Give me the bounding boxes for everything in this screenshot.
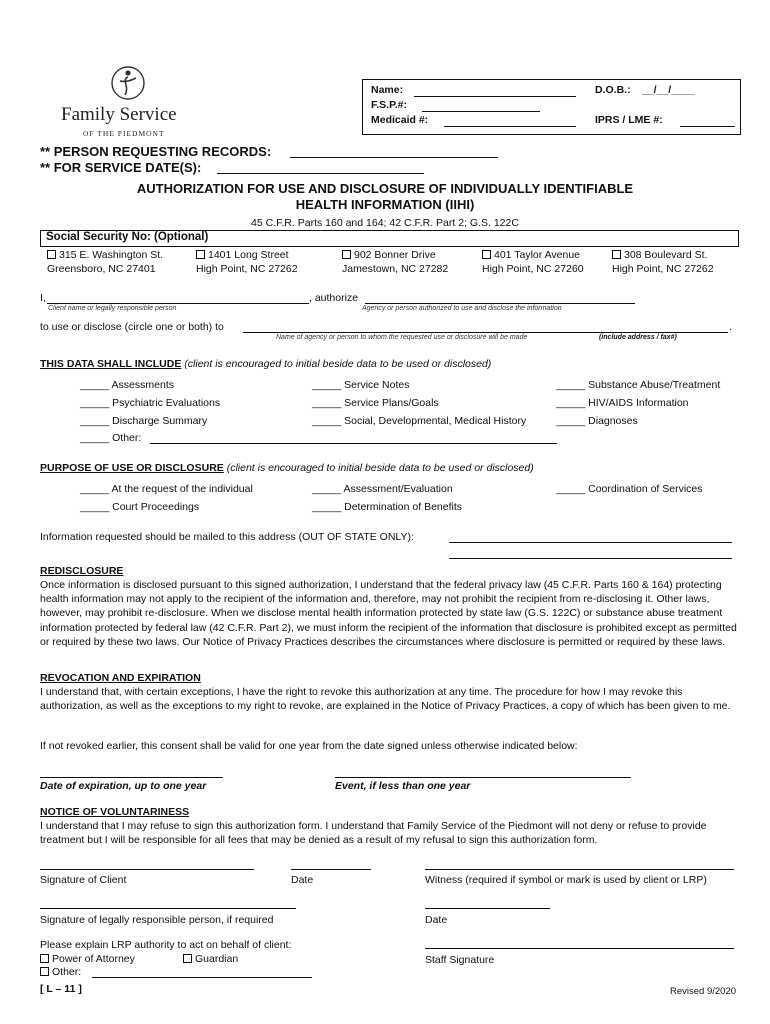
- checkbox-icon[interactable]: [47, 250, 56, 259]
- data-item[interactable]: _____ Substance Abuse/Treatment: [556, 379, 721, 391]
- checkbox-icon[interactable]: [342, 250, 351, 259]
- lrp-signature-field[interactable]: [40, 908, 296, 909]
- lrp-authority-label: Please explain LRP authority to act on behalf of client:: [40, 939, 292, 951]
- recipient-caption: Name of agency or person to whom the requested use or disclosure will be made: [276, 334, 528, 341]
- dob-field[interactable]: __/__/____: [642, 84, 695, 96]
- event-caption: Event, if less than one year: [335, 780, 471, 792]
- client-date-field[interactable]: [291, 869, 371, 870]
- purpose-item[interactable]: _____ Assessment/Evaluation: [312, 483, 453, 495]
- staff-signature-field[interactable]: [425, 948, 734, 949]
- checkbox-icon[interactable]: [482, 250, 491, 259]
- location-option[interactable]: 315 E. Washington St.: [47, 249, 163, 261]
- mail-address-field-2[interactable]: [449, 558, 732, 559]
- name-label: Name:: [371, 84, 404, 96]
- data-include-heading: THIS DATA SHALL INCLUDE (client is encouraged to initial beside data to be used or disclosed): [40, 358, 492, 370]
- purpose-item[interactable]: _____ Determination of Benefits: [312, 501, 463, 513]
- checkbox-icon[interactable]: [183, 954, 192, 963]
- service-dates-field[interactable]: [217, 173, 424, 174]
- dob-label: D.O.B.:: [595, 84, 631, 96]
- data-item[interactable]: _____ Service Plans/Goals: [312, 397, 439, 409]
- iprs-field[interactable]: [680, 126, 735, 127]
- form-title-line2: HEALTH INFORMATION (IIHI): [295, 197, 475, 212]
- address-note: (include address / fax#): [599, 334, 677, 341]
- client-signature-label: Signature of Client: [40, 874, 127, 886]
- purpose-heading: PURPOSE OF USE OR DISCLOSURE (client is encouraged to initial beside data to be used or disclosed): [40, 462, 534, 474]
- purpose-item[interactable]: _____ At the request of the individual: [80, 483, 253, 495]
- logo: [55, 64, 205, 140]
- logo-name: Family Service: [61, 104, 177, 125]
- medicaid-field[interactable]: [444, 126, 576, 127]
- purpose-item[interactable]: _____ Coordination of Services: [556, 483, 703, 495]
- data-item[interactable]: _____ Psychiatric Evaluations: [80, 397, 221, 409]
- recipient-field[interactable]: [243, 332, 728, 333]
- location-option[interactable]: 308 Boulevard St.: [612, 249, 707, 261]
- valid-period-text: If not revoked earlier, this consent shall be valid for one year from the date signed unless otherwise indicated below:: [40, 740, 578, 752]
- lrp-date-field[interactable]: [425, 908, 550, 909]
- mail-address-field-1[interactable]: [449, 542, 732, 543]
- client-name-field[interactable]: [47, 303, 309, 304]
- ssn-field[interactable]: [230, 231, 730, 245]
- i-label: I,: [40, 292, 46, 304]
- data-item-other[interactable]: _____ Other:: [80, 432, 142, 444]
- location-city: High Point, NC 27260: [482, 263, 584, 275]
- purpose-item[interactable]: _____ Court Proceedings: [80, 501, 200, 513]
- person-requesting-label: ** PERSON REQUESTING RECORDS:: [40, 144, 272, 159]
- power-of-attorney-option[interactable]: Power of Attorney: [40, 953, 135, 965]
- legal-citation: 45 C.F.R. Parts 160 and 164; 42 C.F.R. Part 2; G.S. 122C: [251, 217, 519, 229]
- voluntariness-text: I understand that I may refuse to sign this authorization form. I understand that Family Service of the Piedmont will not deny or refuse to provide treatment but I will be responsible for all fees that may be denied as a result of my refusal to sign this authorization form.: [40, 820, 707, 847]
- location-option[interactable]: 401 Taylor Avenue: [482, 249, 580, 261]
- data-other-field[interactable]: [150, 443, 557, 444]
- location-city: Greensboro, NC 27401: [47, 263, 156, 275]
- agency-caption: Agency or person authorized to use and disclose the information: [362, 305, 562, 312]
- staff-signature-label: Staff Signature: [425, 954, 495, 966]
- client-date-label: Date: [291, 874, 314, 886]
- revocation-heading: REVOCATION AND EXPIRATION: [40, 672, 201, 684]
- name-field[interactable]: [414, 96, 576, 97]
- data-item[interactable]: _____ Assessments: [80, 379, 174, 391]
- lrp-date-label: Date: [425, 914, 448, 926]
- guardian-option[interactable]: Guardian: [183, 953, 238, 965]
- redisclosure-text: Once information is disclosed pursuant to this signed authorization, I understand that the federal privacy law (45 C.F.R. Parts 160 & 164) protecting health information may not apply to the recipient of the information and, therefore, may not prohibit the recipient from re-disclosing it. Other laws, however, may prohibit re-disclosure. When we disclose mental health information protected by state law (G.S. 122C) or substance abuse treatment information protected by federal law (42 C.F.R. Part 2), we must inform the recipient of the information that disclosure is prohibited except as permitted or required by these two laws. Our Notice of Privacy Practices describes the circumstances where disclosure is permitted or required by these laws.: [40, 579, 737, 648]
- event-field[interactable]: [335, 777, 631, 778]
- medicaid-label: Medicaid #:: [371, 114, 429, 126]
- checkbox-icon[interactable]: [196, 250, 205, 259]
- form-title-line1: AUTHORIZATION FOR USE AND DISCLOSURE OF INDIVIDUALLY IDENTIFIABLE: [136, 181, 634, 196]
- data-item[interactable]: _____ Social, Developmental, Medical History: [312, 415, 527, 427]
- location-city: High Point, NC 27262: [196, 263, 298, 275]
- iprs-label: IPRS / LME #:: [595, 114, 663, 126]
- revocation-text: I understand that, with certain exceptions, I have the right to revoke this authorization at any time. The procedure for how I may revoke this authorization, as well as the exceptions to my right to revoke, are explained in the Notice of Privacy Practices, a copy of which has been given to me.: [40, 686, 731, 713]
- lrp-signature-label: Signature of legally responsible person, if required: [40, 914, 274, 926]
- fsp-label: F.S.P.#:: [371, 99, 407, 111]
- location-city: Jamestown, NC 27282: [342, 263, 449, 275]
- witness-label: Witness (required if symbol or mark is used by client or LRP): [425, 874, 707, 886]
- client-name-caption: Client name or legally responsible person: [48, 305, 177, 312]
- authorize-label: , authorize: [309, 292, 359, 304]
- fsp-field[interactable]: [422, 111, 540, 112]
- logo-figure-icon: [108, 64, 148, 102]
- client-signature-field[interactable]: [40, 869, 254, 870]
- data-item[interactable]: _____ HIV/AIDS Information: [556, 397, 689, 409]
- checkbox-icon[interactable]: [40, 967, 49, 976]
- redisclosure-heading: REDISCLOSURE: [40, 565, 124, 577]
- revised-date: Revised 9/2020: [670, 986, 737, 997]
- ssn-label: Social Security No: (Optional): [46, 231, 209, 243]
- logo-subtitle: OF THE PIEDMONT: [83, 129, 165, 138]
- checkbox-icon[interactable]: [40, 954, 49, 963]
- witness-field[interactable]: [425, 869, 734, 870]
- location-city: High Point, NC 27262: [612, 263, 714, 275]
- expiration-caption: Date of expiration, up to one year: [40, 780, 207, 792]
- location-option[interactable]: 902 Bonner Drive: [342, 249, 436, 261]
- agency-field[interactable]: [365, 303, 635, 304]
- mail-address-label: Information requested should be mailed to this address (OUT OF STATE ONLY):: [40, 531, 414, 543]
- service-dates-label: ** FOR SERVICE DATE(S):: [40, 160, 202, 175]
- form-code: [ L – 11 ]: [40, 983, 82, 995]
- location-option[interactable]: 1401 Long Street: [196, 249, 289, 261]
- voluntariness-heading: NOTICE OF VOLUNTARINESS: [40, 806, 190, 818]
- expiration-date-field[interactable]: [40, 777, 223, 778]
- disclose-label: to use or disclose (circle one or both) to: [40, 321, 224, 333]
- recipient-period: .: [729, 321, 732, 333]
- other-authority-field[interactable]: [92, 977, 312, 978]
- person-requesting-field[interactable]: [290, 157, 498, 158]
- other-authority-option[interactable]: Other:: [40, 966, 81, 978]
- data-item[interactable]: _____ Diagnoses: [556, 415, 638, 427]
- data-item[interactable]: _____ Service Notes: [312, 379, 410, 391]
- checkbox-icon[interactable]: [612, 250, 621, 259]
- data-item[interactable]: _____ Discharge Summary: [80, 415, 208, 427]
